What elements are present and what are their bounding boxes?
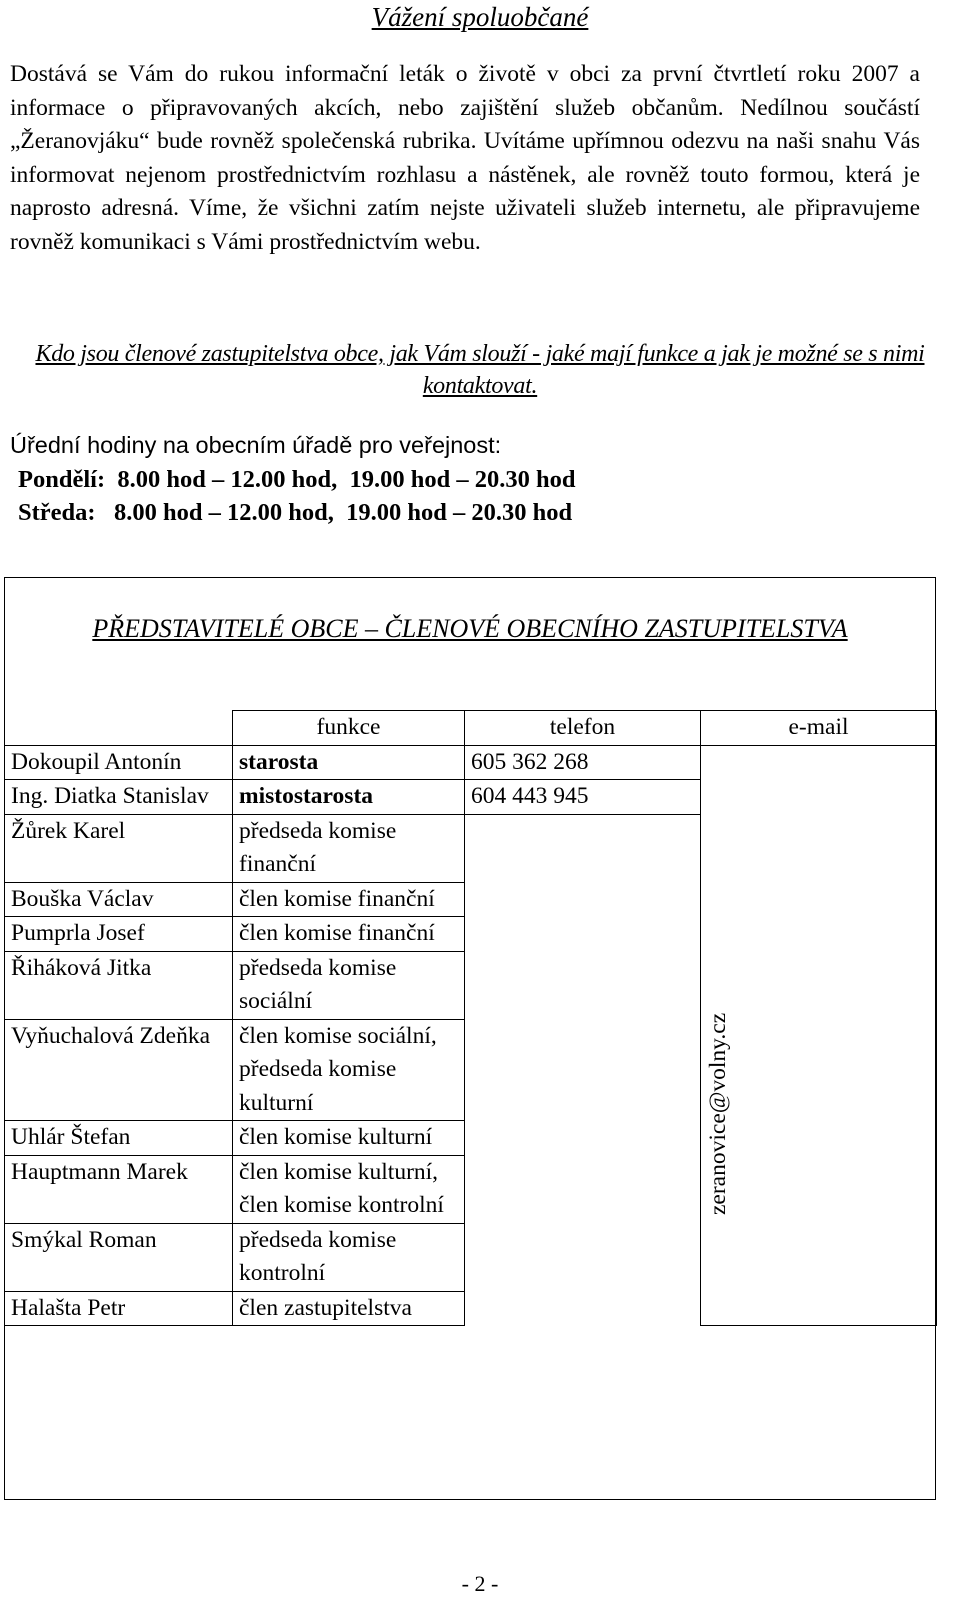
greeting-heading: Vážení spoluobčané [371,2,589,32]
member-phone [465,951,701,1019]
member-role: člen komise sociální, předseda komise kulturní [233,1019,465,1121]
question-heading: Kdo jsou členové zastupitelstva obce, jak Vám slouží - jaké mají funkce a jak je možné se s nimi kontaktovat. [35,341,925,399]
member-name: Halašta Petr [5,1291,233,1326]
member-name: Uhlár Štefan [5,1121,233,1156]
office-hours-wednesday: Středa: 8.00 hod – 12.00 hod, 19.00 hod – 20.30 hod [18,499,573,526]
member-name: Pumprla Josef [5,917,233,952]
member-phone [465,917,701,952]
role-column-header: funkce [233,711,465,746]
member-role: starosta [233,745,465,780]
member-name: Dokoupil Antonín [5,745,233,780]
members-box-title: PŘEDSTAVITELÉ OBCE – ČLENOVÉ OBECNÍHO ZASTUPITELSTVA [92,614,848,643]
intro-paragraph: Dostává se Vám do rukou informační leták o životě v obci za první čtvrtletí roku 2007 a informace o připravovaných akcích, nebo zajištění služeb občanům. Nedílnou součástí „Žeranovjáku“ bude rovněž společenská rubrika. Uvítáme upřímnou odezvu na naši snahu Vás informovat nejenom prostřednictvím rozhlasu a nástěnek, ale rovněž touto formou, která je naprosto adresná. Víme, že všichni zatím nejste uživateli služeb internetu, ale připravujeme rovněž komunikaci s Vámi prostřednictvím webu. [10,61,920,255]
member-phone [465,814,701,882]
member-phone [465,882,701,917]
member-role: předseda komise kontrolní [233,1223,465,1291]
page-number: - 2 - [461,1571,499,1596]
email-column-header: e-mail [701,711,937,746]
member-role: člen komise finanční [233,917,465,952]
member-name: Hauptmann Marek [5,1155,233,1223]
member-phone [465,1291,701,1326]
email-column-cell [701,745,937,1326]
member-phone [465,1155,701,1223]
member-name: Řiháková Jitka [5,951,233,1019]
member-name: Ing. Diatka Stanislav [5,780,233,815]
member-name: Žůrek Karel [5,814,233,882]
member-phone [465,1019,701,1121]
member-role: předseda komise finanční [233,814,465,882]
table-header-row [5,711,937,746]
office-hours-monday: Pondělí: 8.00 hod – 12.00 hod, 19.00 hod – 20.30 hod [18,466,576,493]
name-column-header [5,711,233,746]
member-name: Smýkal Roman [5,1223,233,1291]
member-phone [465,1121,701,1156]
member-phone: 605 362 268 [465,745,701,780]
office-hours-heading: Úřední hodiny na obecním úřadě pro veřejnost: [10,432,502,458]
member-name: Bouška Václav [5,882,233,917]
member-role: předseda komise sociální [233,951,465,1019]
member-role: mistostarosta [233,780,465,815]
member-name: Vyňuchalová Zdeňka [5,1019,233,1121]
members-table [4,710,937,1326]
member-role: člen zastupitelstva [233,1291,465,1326]
phone-column-header: telefon [465,711,701,746]
table-row [5,745,937,780]
member-role: člen komise kulturní [233,1121,465,1156]
member-phone [465,1223,701,1291]
member-phone: 604 443 945 [465,780,701,815]
member-role: člen komise kulturní, člen komise kontrolní [233,1155,465,1223]
member-role: člen komise finanční [233,882,465,917]
